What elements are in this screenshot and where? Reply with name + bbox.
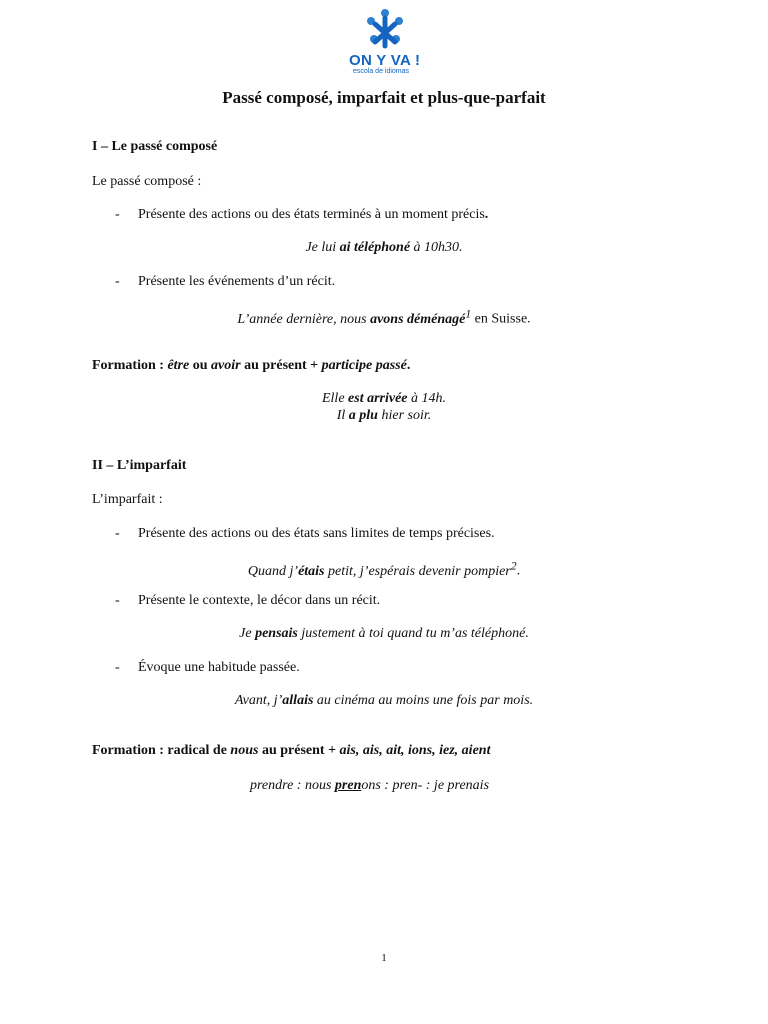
section2-formation: Formation : radical de nous au présent + ais, ais, ait, ions, iez, aient — [92, 743, 491, 758]
bullet-dash: - — [115, 207, 120, 222]
example-sentence: Il a plu hier soir. — [336, 408, 432, 423]
page-number: 1 — [381, 952, 387, 964]
example-sentence: prendre : nous prenons : pren- : je prenais — [250, 778, 490, 793]
logo-subtitle-text: escola de idiomas — [353, 68, 410, 75]
example-sentence: Je lui ai téléphoné à 10h30. — [305, 240, 463, 255]
bullet-dash: - — [115, 274, 120, 289]
example-sentence: L’année dernière, nous avons déménagé$^1$ en Suisse. — [237, 307, 531, 327]
section1-formation: Formation : être ou avoir au présent + participe passé. — [92, 358, 411, 373]
section2-intro: L’imparfait : — [92, 492, 163, 507]
bullet-dash: - — [115, 593, 120, 608]
bullet-dash: - — [115, 660, 120, 675]
page-title: Passé composé, imparfait et plus-que-parfait — [222, 88, 546, 107]
example-sentence: Quand j’étais petit, j’espérais devenir pompier$^2$. — [247, 559, 521, 579]
people-star-icon — [340, 6, 430, 56]
section2-bullet-3: Évoque une habitude passée. — [138, 660, 300, 675]
example-sentence: Elle est arrivée à 14h. — [321, 391, 447, 406]
section2-heading: II – L’imparfait — [92, 458, 187, 473]
example-sentence: Je pensais justement à toi quand tu m’as téléphoné. — [239, 626, 529, 641]
example-sentence: Avant, j’allais au cinéma au moins une fois par mois. — [234, 693, 534, 708]
section1-bullet-1: Présente des actions ou des états terminés à un moment précis. — [138, 207, 489, 222]
bullet-dash: - — [115, 526, 120, 541]
section1-bullet-2: Présente les événements d’un récit. — [138, 274, 336, 289]
section2-bullet-2: Présente le contexte, le décor dans un récit. — [138, 593, 381, 608]
logo — [340, 6, 430, 78]
section2-bullet-1: Présente des actions ou des états sans limites de temps précises. — [138, 526, 495, 541]
section1-heading: I – Le passé composé — [92, 139, 218, 154]
logo-brand-text: ON Y VA ! — [349, 52, 421, 69]
section1-intro: Le passé composé : — [92, 174, 202, 189]
